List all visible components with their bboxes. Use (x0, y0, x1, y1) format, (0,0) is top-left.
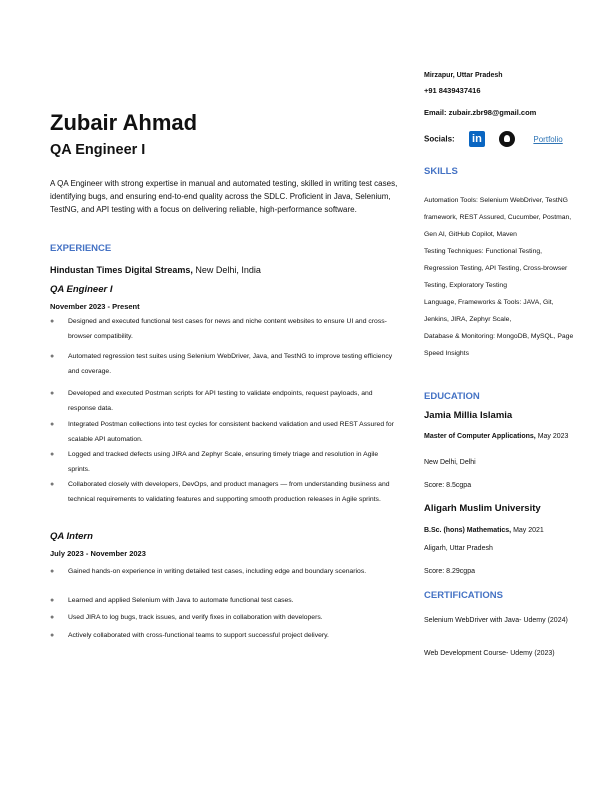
socials (424, 131, 584, 147)
candidate-role: QA Engineer I (50, 142, 146, 158)
certifications-heading: CERTIFICATIONS (424, 590, 503, 601)
candidate-name: Zubair Ahmad (50, 110, 198, 135)
bullet-icon: ● (50, 390, 55, 397)
list-item: ● Learned and applied Selenium with Java to automate functional test cases. (50, 595, 395, 607)
bullet-icon: ● (50, 353, 55, 360)
job-dates: July 2023 - November 2023 (50, 549, 146, 558)
degree: B.Sc. (hons) Mathematics, May 2021 (424, 527, 544, 534)
bullet-icon: ● (50, 614, 55, 621)
education-heading: EDUCATION (424, 391, 480, 402)
list-item: ● Logged and tracked defects using JIRA and Zephyr Scale, ensuring timely triage and resolution in Agile sprints. (50, 448, 395, 477)
bullet-icon: ● (50, 597, 55, 604)
linkedin-icon[interactable]: in (469, 131, 485, 147)
summary: A QA Engineer with strong expertise in manual and automated testing, skilled in writing test cases, identifying bugs, and ensuring end-to-end quality across the SDLC. Proficient in Java, Selenium, TestNG, and API testing with a focus on delivering reliable, high-performance software. (50, 179, 398, 214)
job-title: QA Intern (50, 531, 93, 542)
skills-list (424, 192, 574, 362)
school-name: Aligarh Muslim University (424, 503, 541, 514)
school-location: Aligarh, Uttar Pradesh (424, 545, 493, 552)
job-dates: November 2023 - Present (50, 302, 140, 311)
list-item: ● Collaborated closely with developers, DevOps, and product managers — from understanding business and technical requirements to validating features and supporting smooth production releases in Agile sprints. (50, 478, 395, 507)
skill-item: Testing Techniques: Functional Testing, Regression Testing, API Testing, Cross-browser Testing, Exploratory Testing (424, 248, 568, 289)
github-icon[interactable] (499, 131, 515, 147)
bullet-icon: ● (50, 318, 55, 325)
skill-item: Language, Frameworks & Tools: JAVA, Git, Jenkins, JIRA, Zephyr Scale, (424, 299, 554, 323)
company (50, 265, 261, 275)
school-location: New Delhi, Delhi (424, 459, 476, 466)
certification-item: Selenium WebDriver with Java- Udemy (2024) (424, 617, 568, 624)
socials-label: Socials: (424, 134, 455, 144)
job-title: QA Engineer I (50, 284, 113, 295)
phone: +91 8439437416 (424, 86, 481, 95)
bullet-icon: ● (50, 632, 55, 639)
skill-item: Database & Monitoring: MongoDB, MySQL, Page Speed Insights (424, 333, 574, 357)
bullet-icon: ● (50, 421, 55, 428)
email[interactable]: Email: zubair.zbr98@gmail.com (424, 108, 537, 117)
list-item: ● Gained hands-on experience in writing detailed test cases, including edge and boundary scenarios. (50, 566, 395, 578)
portfolio-link[interactable]: Portfolio (533, 134, 563, 144)
bullet-icon: ● (50, 568, 55, 575)
list-item: ● Integrated Postman collections into test cycles for consistent backend validation and used REST Assured for scalable API automation. (50, 418, 395, 447)
score: Score: 8.29cgpa (424, 568, 475, 575)
bullet-icon: ● (50, 451, 55, 458)
list-item: ● Used JIRA to log bugs, track issues, and verify fixes in collaboration with developers. (50, 612, 395, 624)
list-item: ● Automated regression test suites using Selenium WebDriver, Java, and TestNG to improve testing efficiency and coverage. (50, 350, 395, 379)
score: Score: 8.5cgpa (424, 482, 472, 489)
list-item: ● Actively collaborated with cross-functional teams to support successful project delivery. (50, 630, 395, 642)
location: Mirzapur, Uttar Pradesh (424, 72, 503, 79)
school-name: Jamia Millia Islamia (424, 410, 513, 421)
list-item: ● Developed and executed Postman scripts for API testing to validate endpoints, request payloads, and response data. (50, 387, 395, 416)
company-location: New Delhi, India (192, 265, 261, 275)
degree: Master of Computer Applications, May 2023 (424, 433, 569, 440)
company-name: Hindustan Times Digital Streams, (50, 265, 193, 275)
skill-item: Automation Tools: Selenium WebDriver, TestNG framework, REST Assured, Cucumber, Postman, Gen AI, GitHub Copilot, Maven (424, 197, 572, 238)
certification-item: Web Development Course- Udemy (2023) (424, 650, 555, 657)
bullet-icon: ● (50, 481, 55, 488)
experience-heading: EXPERIENCE (50, 243, 112, 254)
skills-heading: SKILLS (424, 166, 458, 177)
list-item: ● Designed and executed functional test cases for news and niche content websites to ensure UI and cross-browser compatibility. (50, 315, 395, 344)
